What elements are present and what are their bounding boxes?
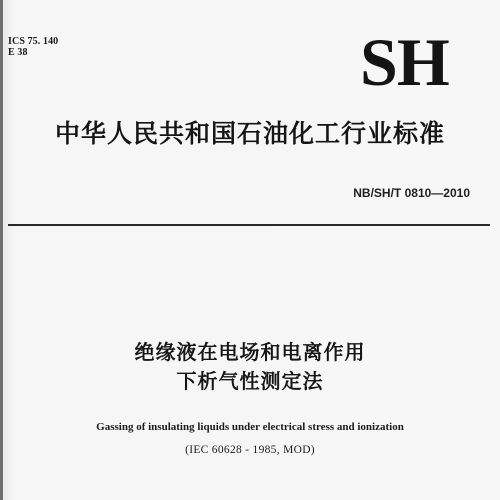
iec-equivalence: (IEC 60628 - 1985, MOD) (185, 444, 315, 456)
organization-title: 中华人民共和国石油化工行业标准 (54, 119, 445, 148)
english-title: Gassing of insulating liquids under electrical stress and ionization (96, 421, 404, 433)
chinese-title-line1: 绝缘液在电场和电离作用 (134, 340, 366, 364)
standard-number: NB/SH/T 0810—2010 (353, 186, 470, 200)
industry-mark: SH (360, 24, 449, 100)
ics-code: ICS 75. 140 (8, 36, 59, 47)
ccs-code: E 38 (8, 47, 28, 58)
classification-codes (8, 36, 58, 58)
divider-rule (8, 224, 490, 226)
chinese-title-line2: 下析气性测定法 (176, 369, 324, 393)
